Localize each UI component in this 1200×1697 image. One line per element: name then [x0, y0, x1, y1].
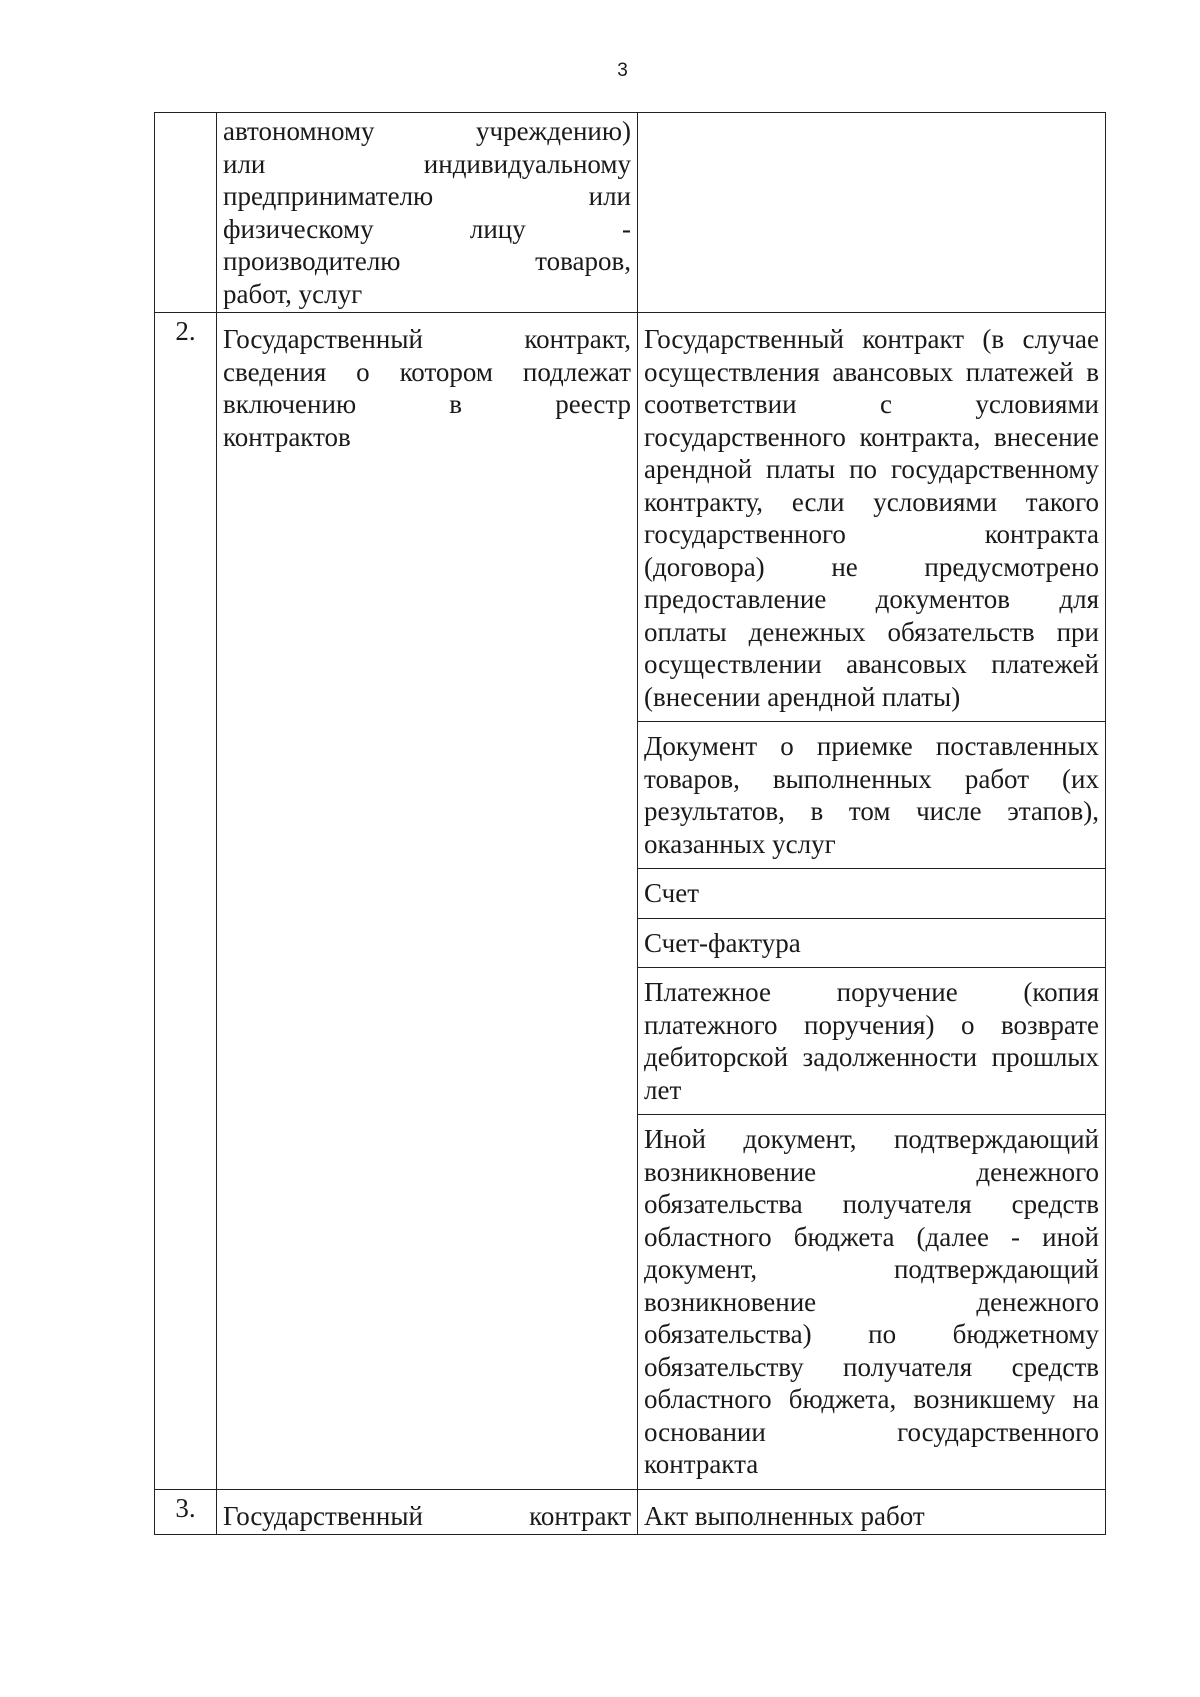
- text-line: обязательства) по бюджетному: [644, 1319, 1099, 1349]
- text-line: работ, услуг: [223, 278, 363, 309]
- table-row: [155, 1489, 1106, 1535]
- supporting-document-cell: [638, 1115, 1106, 1490]
- text-line: дебиторской задолженности прошлых: [644, 1042, 1099, 1072]
- text-line: областного бюджета, возникшему на: [644, 1384, 1099, 1414]
- text-line: возникновение денежного: [644, 1156, 1099, 1187]
- text-line: государственного контракта: [644, 519, 1099, 549]
- table-row: [155, 313, 1106, 722]
- text-line: предоставление документов для: [644, 584, 1099, 614]
- row-number: 2.: [155, 313, 217, 1490]
- text-line: Иной документ, подтверждающий: [644, 1124, 1099, 1154]
- text-line: сведения о котором подлежат: [223, 356, 631, 387]
- text-line: Документ о приемке поставленных: [644, 731, 1099, 761]
- text-line: соответствии с условиями: [644, 389, 1099, 419]
- text-line: или индивидуальному: [223, 148, 631, 179]
- text-line: (договора) не предусмотрено: [644, 551, 1099, 582]
- supporting-document-cell: [638, 869, 1106, 919]
- text-line: арендной платы по государственному: [644, 454, 1099, 484]
- supporting-document-cell: [638, 113, 1106, 313]
- text-line: контракта: [644, 1449, 759, 1479]
- document-type-cell: [217, 1489, 638, 1535]
- text-line: основании государственного: [644, 1416, 1099, 1447]
- text-line: Платежное поручение (копия: [644, 977, 1099, 1007]
- document-type-cell: [217, 313, 638, 1490]
- text-line: (внесении арендной платы): [644, 681, 961, 712]
- text-line: контрактов: [223, 421, 351, 452]
- text-line: обязательства получателя средств: [644, 1189, 1099, 1219]
- text-line: товаров, выполненных работ (их: [644, 763, 1099, 794]
- supporting-document-cell: [638, 313, 1106, 722]
- text-line: платежного поручения) о возврате: [644, 1009, 1099, 1040]
- text-line: документ, подтверждающий: [644, 1254, 1099, 1284]
- row-number: 3.: [155, 1489, 217, 1535]
- text-line: Счет-фактура: [644, 927, 801, 958]
- table-row: [155, 113, 1106, 313]
- text-line: результатов, в том числе этапов),: [644, 796, 1099, 826]
- text-line: оказанных услуг: [644, 828, 836, 859]
- text-line: Государственный контракт,: [223, 324, 631, 354]
- text-line: предпринимателю или: [223, 181, 631, 211]
- text-line: государственного контракта, внесение: [644, 421, 1099, 452]
- text-line: автономному учреждению): [223, 116, 631, 146]
- text-line: физическому лицу -: [223, 213, 631, 244]
- text-line: контракту, если условиями такого: [644, 486, 1099, 517]
- supporting-document-cell: [638, 918, 1106, 968]
- text-line: возникновение денежного: [644, 1286, 1099, 1317]
- text-line: Государственный контракт (в случае: [644, 324, 1099, 354]
- text-line: Государственный контракт: [223, 1500, 631, 1531]
- text-line: производителю товаров,: [223, 246, 631, 276]
- text-line: оплаты денежных обязательств при: [644, 616, 1099, 647]
- documents-table: [154, 112, 1106, 1535]
- supporting-document-cell: [638, 722, 1106, 869]
- text-line: областного бюджета (далее - иной: [644, 1221, 1099, 1252]
- row-number: [155, 113, 217, 313]
- text-line: обязательству получателя средств: [644, 1351, 1099, 1382]
- supporting-document-cell: [638, 968, 1106, 1115]
- text-line: включению в реестр: [223, 389, 631, 419]
- text-line: лет: [644, 1074, 682, 1105]
- text-line: осуществления авансовых платежей в: [644, 356, 1099, 387]
- supporting-document-cell: [638, 1489, 1106, 1535]
- text-line: осуществлении авансовых платежей: [644, 649, 1099, 679]
- document-type-cell: [217, 113, 638, 313]
- text-line: Счет: [644, 878, 700, 908]
- page-number: 3: [617, 60, 628, 81]
- text-line: Акт выполненных работ: [644, 1500, 925, 1531]
